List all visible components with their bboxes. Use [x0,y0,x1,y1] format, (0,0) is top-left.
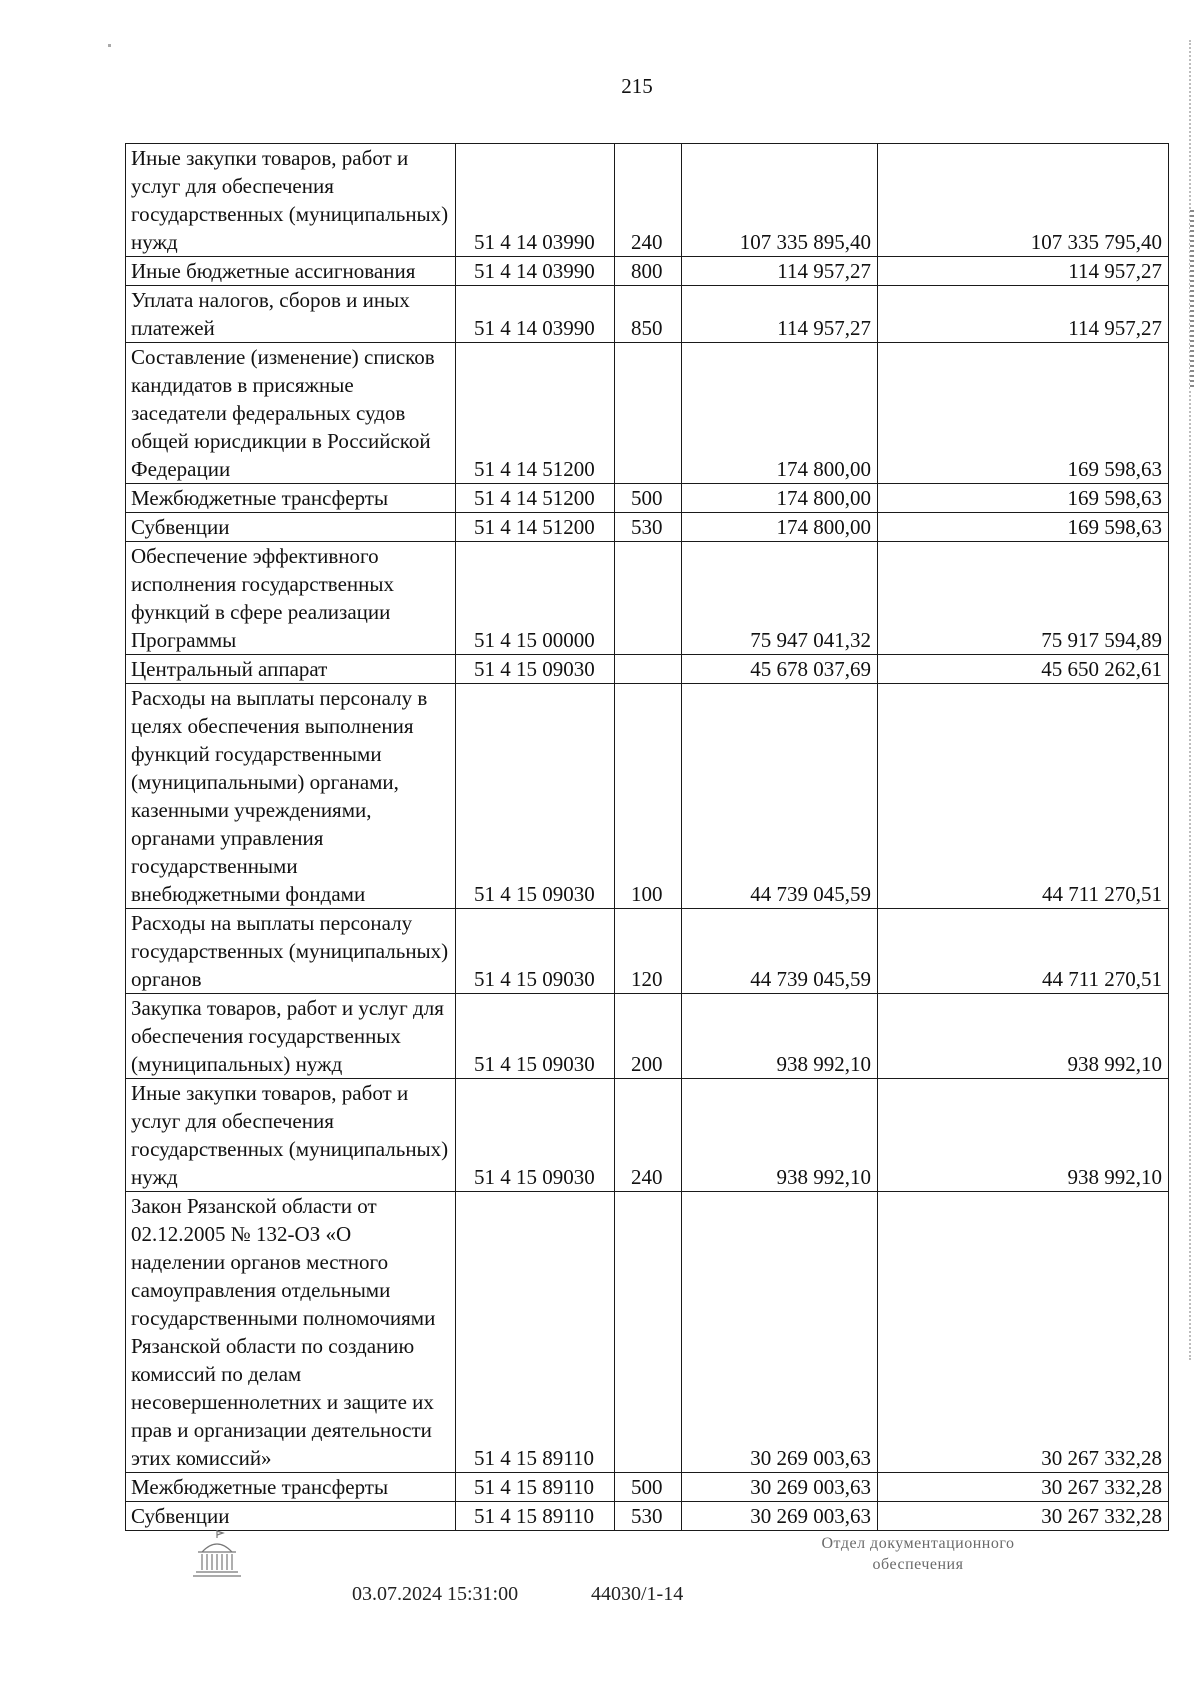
scan-edge-marks [1190,210,1194,390]
row-name: Уплата налогов, сборов и иных платежей [126,286,456,343]
row-amount-planned: 107 335 895,40 [682,144,878,257]
row-name: Закон Рязанской области от 02.12.2005 № 132-ОЗ «О наделении органов местного самоуправления отдельными государственными полномочиями Рязанской области по созданию комиссий по делам несовершеннолетних и защите их прав и организации деятельности этих комиссий» [126,1192,456,1473]
row-code: 51 4 15 09030 [456,655,615,684]
row-amount-planned: 30 269 003,63 [682,1192,878,1473]
scan-dot [108,44,111,47]
row-expense-type: 800 [615,257,682,286]
row-expense-type: 240 [615,144,682,257]
table-row [126,257,1169,286]
table-row [126,513,1169,542]
row-code: 51 4 14 03990 [456,257,615,286]
row-amount-executed: 75 917 594,89 [878,542,1169,655]
footer-registration-number: 44030/1-14 [591,1583,684,1605]
table-row [126,1502,1169,1531]
row-code: 51 4 14 51200 [456,484,615,513]
page-number: 215 [621,74,653,98]
budget-table [125,143,1169,1531]
row-code: 51 4 15 89110 [456,1192,615,1473]
row-code: 51 4 15 09030 [456,909,615,994]
row-amount-planned: 30 269 003,63 [682,1502,878,1531]
table-row [126,286,1169,343]
row-expense-type [615,1192,682,1473]
table-row [126,684,1169,909]
row-name: Иные бюджетные ассигнования [126,257,456,286]
row-expense-type: 200 [615,994,682,1079]
row-code: 51 4 14 03990 [456,286,615,343]
table-row [126,655,1169,684]
row-name: Субвенции [126,513,456,542]
row-amount-executed: 30 267 332,28 [878,1192,1169,1473]
row-code: 51 4 15 89110 [456,1502,615,1531]
row-amount-planned: 114 957,27 [682,257,878,286]
row-code: 51 4 15 09030 [456,1079,615,1192]
row-name: Иные закупки товаров, работ и услуг для обеспечения государственных (муниципальных) нужд [126,1079,456,1192]
row-name: Иные закупки товаров, работ и услуг для обеспечения государственных (муниципальных) нужд [126,144,456,257]
table-row [126,343,1169,484]
row-amount-executed: 114 957,27 [878,286,1169,343]
table-row [126,144,1169,257]
row-amount-executed: 169 598,63 [878,484,1169,513]
row-amount-planned: 75 947 041,32 [682,542,878,655]
footer-date: 03.07.2024 15:31:00 [352,1583,519,1605]
duma-building-emblem-icon [190,1528,244,1587]
row-amount-executed: 107 335 795,40 [878,144,1169,257]
row-amount-planned: 938 992,10 [682,994,878,1079]
row-expense-type: 120 [615,909,682,994]
row-amount-planned: 174 800,00 [682,343,878,484]
stamp-line-1: Отдел документационного [821,1535,1015,1552]
row-name: Центральный аппарат [126,655,456,684]
row-amount-executed: 44 711 270,51 [878,684,1169,909]
row-code: 51 4 15 09030 [456,994,615,1079]
row-name: Составление (изменение) списков кандидатов в присяжные заседатели федеральных судов общей юрисдикции в Российской Федерации [126,343,456,484]
row-amount-executed: 30 267 332,28 [878,1473,1169,1502]
row-amount-executed: 30 267 332,28 [878,1502,1169,1531]
row-code: 51 4 15 00000 [456,542,615,655]
row-name: Расходы на выплаты персоналу в целях обеспечения выполнения функций государственными (муниципальными) органами, казенными учреждениями, органами управления государственными внебюджетными фондами [126,684,456,909]
row-expense-type [615,542,682,655]
table-row [126,542,1169,655]
row-code: 51 4 14 03990 [456,144,615,257]
row-expense-type: 850 [615,286,682,343]
row-expense-type [615,343,682,484]
table-row [126,1473,1169,1502]
row-expense-type: 240 [615,1079,682,1192]
table-row [126,1192,1169,1473]
row-amount-planned: 174 800,00 [682,484,878,513]
row-name: Закупка товаров, работ и услуг для обеспечения государственных (муниципальных) нужд [126,994,456,1079]
row-amount-planned: 44 739 045,59 [682,684,878,909]
row-amount-planned: 114 957,27 [682,286,878,343]
row-amount-executed: 169 598,63 [878,343,1169,484]
row-amount-planned: 44 739 045,59 [682,909,878,994]
table-row [126,1079,1169,1192]
row-amount-executed: 938 992,10 [878,1079,1169,1192]
row-amount-executed: 44 711 270,51 [878,909,1169,994]
row-amount-planned: 45 678 037,69 [682,655,878,684]
row-expense-type: 530 [615,1502,682,1531]
row-name: Межбюджетные трансферты [126,1473,456,1502]
row-code: 51 4 14 51200 [456,513,615,542]
table-row [126,994,1169,1079]
row-code: 51 4 14 51200 [456,343,615,484]
row-amount-executed: 169 598,63 [878,513,1169,542]
row-expense-type: 500 [615,484,682,513]
row-expense-type: 530 [615,513,682,542]
row-expense-type: 500 [615,1473,682,1502]
row-code: 51 4 15 09030 [456,684,615,909]
row-amount-planned: 30 269 003,63 [682,1473,878,1502]
row-name: Межбюджетные трансферты [126,484,456,513]
row-name: Расходы на выплаты персоналу государственных (муниципальных) органов [126,909,456,994]
row-amount-executed: 938 992,10 [878,994,1169,1079]
row-name: Субвенции [126,1502,456,1531]
row-name: Обеспечение эффективного исполнения государственных функций в сфере реализации Программы [126,542,456,655]
row-amount-planned: 174 800,00 [682,513,878,542]
row-amount-planned: 938 992,10 [682,1079,878,1192]
row-code: 51 4 15 89110 [456,1473,615,1502]
row-amount-executed: 114 957,27 [878,257,1169,286]
row-expense-type: 100 [615,684,682,909]
table-row [126,909,1169,994]
stamp-line-2: обеспечения [872,1556,964,1573]
row-amount-executed: 45 650 262,61 [878,655,1169,684]
row-expense-type [615,655,682,684]
table-row [126,484,1169,513]
department-stamp [778,1533,1058,1575]
